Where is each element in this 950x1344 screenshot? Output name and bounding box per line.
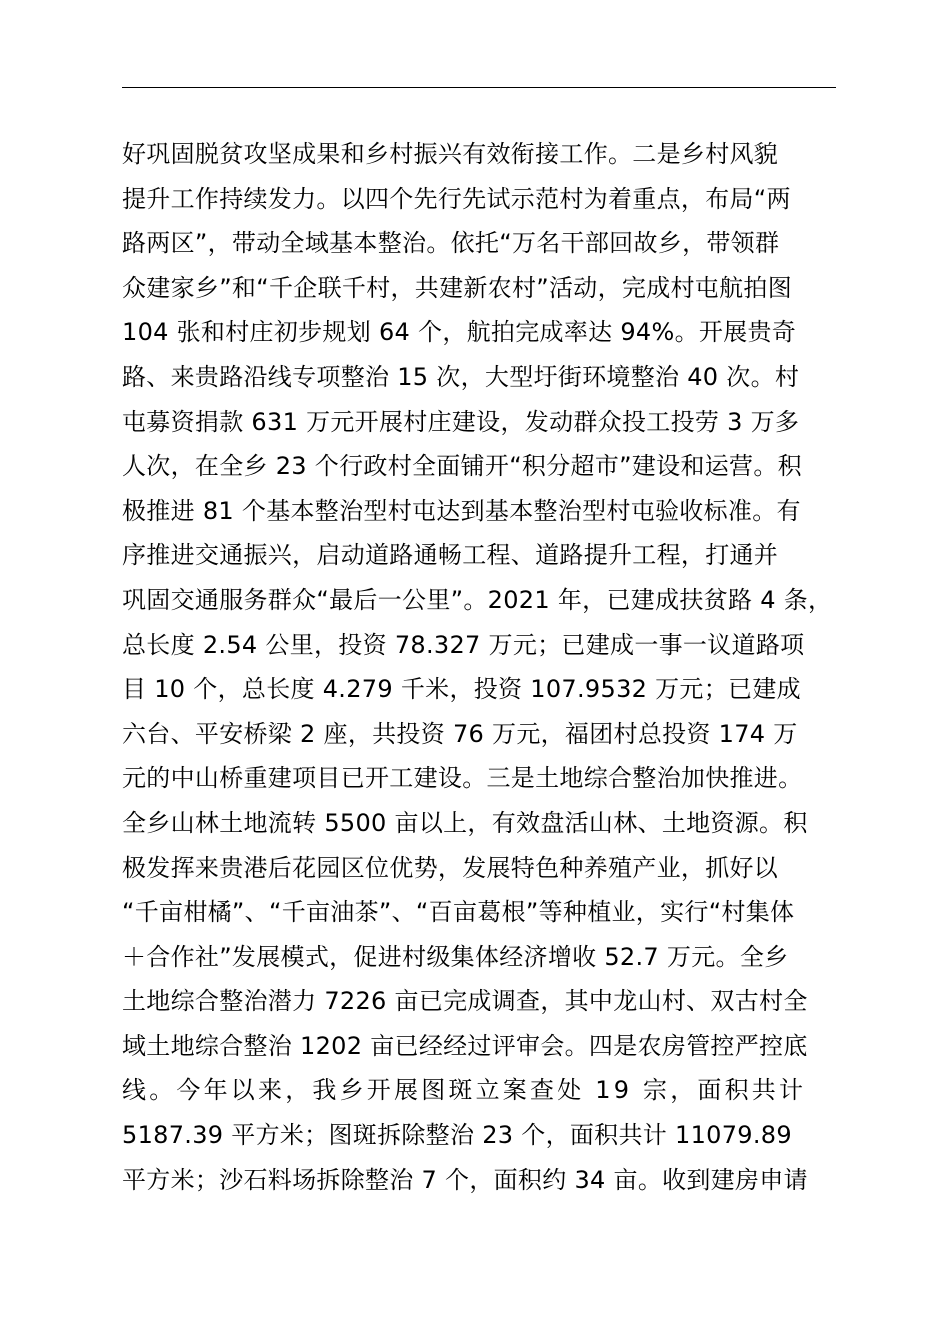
header-rule [122, 87, 836, 88]
text-line: 平方米；沙石料场拆除整治 7 个，面积约 34 亩。收到建房申请 [122, 1165, 808, 1194]
text-line: 极推进 81 个基本整治型村屯达到基本整治型村屯验收标准。有 [122, 496, 801, 525]
text-line: ＋合作社”发展模式，促进村级集体经济增收 52.7 万元。全乡 [122, 942, 789, 971]
text-line: 众建家乡”和“千企联千村，共建新农村”活动，完成村屯航拍图 [122, 273, 792, 302]
text-line: 屯募资捐款 631 万元开展村庄建设，发动群众投工投劳 3 万多 [122, 407, 800, 436]
text-line: 路两区”，带动全域基本整治。依托“万名干部回故乡，带领群 [122, 229, 780, 258]
text-line: 人次，在全乡 23 个行政村全面铺开“积分超市”建设和运营。积 [122, 452, 802, 481]
text-line: 域土地综合整治 1202 亩已经经过评审会。四是农房管控严控底 [122, 1031, 808, 1060]
text-line: 巩固交通服务群众“最后一公里”。2021 年，已建成扶贫路 4 条， [122, 585, 833, 614]
text-line: “千亩柑橘”、“千亩油茶”、“百亩葛根”等种植业，实行“村集体 [122, 898, 795, 927]
text-line: 极发挥来贵港后花园区位优势，发展特色种养殖产业，抓好以 [122, 853, 779, 882]
text-line: 线。今年以来，我乡开展图斑立案查处 19 宗，面积共计 [122, 1076, 807, 1105]
text-line: 5187.39 平方米；图斑拆除整治 23 个，面积共计 11079.89 [122, 1121, 792, 1150]
text-line: 元的中山桥重建项目已开工建设。三是土地综合整治加快推进。 [122, 764, 803, 793]
text-line: 六台、平安桥梁 2 座，共投资 76 万元，福团村总投资 174 万 [122, 719, 798, 748]
body-paragraph [122, 132, 862, 1202]
text-line: 土地综合整治潜力 7226 亩已完成调查，其中龙山村、双古村全 [122, 987, 808, 1016]
text-line: 序推进交通振兴，启动道路通畅工程、道路提升工程，打通并 [122, 541, 779, 570]
text-line: 提升工作持续发力。以四个先行先试示范村为着重点，布局“两 [122, 184, 791, 213]
text-line: 目 10 个，总长度 4.279 千米，投资 107.9532 万元；已建成 [122, 675, 801, 704]
text-line: 全乡山林土地流转 5500 亩以上，有效盘活山林、土地资源。积 [122, 808, 808, 837]
text-line: 总长度 2.54 公里，投资 78.327 万元；已建成一事一议道路项 [122, 630, 805, 659]
text-line: 路、来贵路沿线专项整治 15 次，大型圩街环境整治 40 次。村 [122, 362, 800, 391]
text-line: 好巩固脱贫攻坚成果和乡村振兴有效衔接工作。二是乡村风貌 [122, 140, 779, 168]
text-line: 104 张和村庄初步规划 64 个，航拍完成率达 94%。开展贵奇 [122, 318, 797, 347]
